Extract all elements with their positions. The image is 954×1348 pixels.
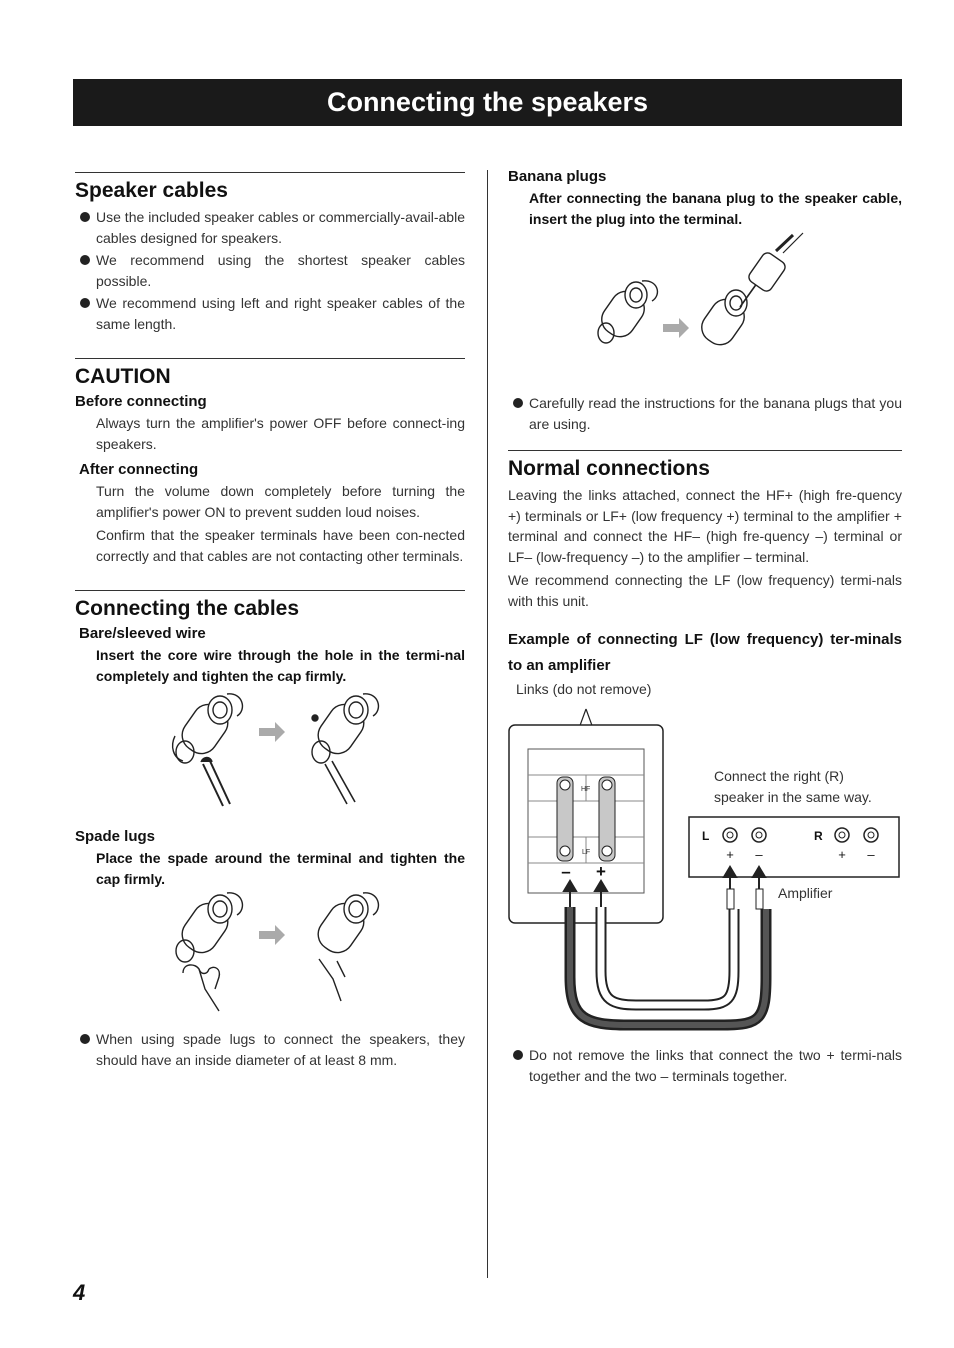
bare-wire-illustration xyxy=(75,686,465,826)
spade-lugs-notes xyxy=(75,1029,465,1070)
amp-right-minus-label: – xyxy=(867,847,875,862)
speaker-panel xyxy=(509,725,663,923)
connection-diagram xyxy=(508,679,902,1039)
terminal-icon xyxy=(312,893,379,959)
banana-plug-icon xyxy=(740,233,803,307)
normal-connections-text-2: We recommend connecting the LF (low frequency) termi-nals with this unit. xyxy=(508,572,902,609)
left-column xyxy=(75,172,465,1072)
banana-plugs-notes xyxy=(508,393,902,434)
connect-right-label-2: speaker in the same way. xyxy=(714,789,872,805)
links-label: Links (do not remove) xyxy=(516,681,652,697)
caution-heading: CAUTION xyxy=(75,365,171,388)
spade-lugs-text: Place the spade around the terminal and tighten the cap firmly. xyxy=(96,850,465,887)
banana-plug-illustration xyxy=(508,229,902,389)
normal-connections-section xyxy=(508,450,902,1086)
speaker-plus-label: + xyxy=(596,862,606,881)
speaker-cables-list xyxy=(75,207,465,334)
column-divider xyxy=(487,170,488,1278)
left-channel-label: L xyxy=(702,829,710,843)
terminal-icon xyxy=(173,694,243,763)
spade-lugs-heading: Spade lugs xyxy=(75,828,156,845)
connecting-cables-section xyxy=(75,590,465,1070)
terminal-icon xyxy=(696,290,750,351)
list-item: We recommend using left and right speaker cables of the same length. xyxy=(75,293,465,334)
right-channel-label: R xyxy=(814,829,823,843)
after-connecting-text: Turn the volume down completely before turning the amplifier's power ON to prevent sudden loud noises. xyxy=(96,483,465,520)
speaker-cables xyxy=(570,907,766,1025)
speaker-minus-label: – xyxy=(561,862,571,881)
before-connecting-heading: Before connecting xyxy=(75,393,207,410)
list-item: When using spade lugs to connect the speakers, they should have an inside diameter of at least 8 mm. xyxy=(75,1029,465,1070)
caution-section xyxy=(75,358,465,566)
page-title: Connecting the speakers xyxy=(73,79,902,126)
bare-wire-heading: Bare/sleeved wire xyxy=(79,625,206,642)
spade-lug-illustration xyxy=(75,889,465,1025)
spade-lug-icon xyxy=(183,965,219,1011)
normal-connections-notes xyxy=(508,1045,902,1086)
before-connecting-text: Always turn the amplifier's power OFF before connect-ing speakers. xyxy=(96,415,465,452)
page-number: 4 xyxy=(73,1280,86,1305)
amplifier-label: Amplifier xyxy=(778,885,833,901)
list-item: We recommend using the shortest speaker cables possible. xyxy=(75,250,465,291)
list-item: Use the included speaker cables or commercially-avail-able cables designed for speakers. xyxy=(75,207,465,248)
banana-plugs-heading: Banana plugs xyxy=(508,168,607,185)
arrow-icon xyxy=(259,722,285,742)
terminal-icon xyxy=(312,694,379,763)
after-connecting-heading: After connecting xyxy=(79,461,199,478)
normal-connections-heading: Normal connections xyxy=(508,457,710,480)
hf-label: HF xyxy=(581,786,591,793)
terminal-icon xyxy=(596,281,658,343)
normal-connections-text: Leaving the links attached, connect the HF+ (high fre-quency +) terminals or LF+ (low frequency +) terminal to the amplifier + terminal and connect the HF– (high fre-quency –) terminal or LF– (low-frequency –) to the amplifier – terminal. xyxy=(508,487,902,565)
after-connecting-text-2: Confirm that the speaker terminals have been con-nected correctly and that cables are not contacting other terminals. xyxy=(96,527,465,564)
terminal-icon xyxy=(176,893,243,962)
plug-icon xyxy=(756,889,763,909)
example-heading: Example of connecting LF (low frequency) ter-minals to an amplifier xyxy=(508,631,902,674)
amp-right-plus-label: + xyxy=(838,847,846,862)
bare-wire-text: Insert the core wire through the hole in the termi-nal completely and tighten the cap firmly. xyxy=(96,647,465,684)
lf-label: LF xyxy=(582,849,591,856)
plug-icon xyxy=(727,889,734,909)
speaker-cables-heading: Speaker cables xyxy=(75,179,228,202)
speaker-cables-section xyxy=(75,172,465,334)
connect-right-label: Connect the right (R) xyxy=(714,768,844,784)
banana-plugs-text: After connecting the banana plug to the speaker cable, insert the plug into the terminal. xyxy=(529,190,902,227)
right-column xyxy=(508,168,902,1088)
amp-left-minus-label: – xyxy=(755,847,763,862)
spade-lug-icon xyxy=(319,959,345,1001)
wire-icon xyxy=(201,758,230,807)
list-item: Do not remove the links that connect the two + termi-nals together and the two – terminals together. xyxy=(508,1045,902,1086)
arrow-icon xyxy=(259,925,285,945)
wire-icon xyxy=(325,761,355,804)
list-item: Carefully read the instructions for the banana plugs that you are using. xyxy=(508,393,902,434)
arrow-icon xyxy=(663,318,689,338)
connecting-cables-heading: Connecting the cables xyxy=(75,597,300,620)
amp-left-plus-label: + xyxy=(726,847,734,862)
